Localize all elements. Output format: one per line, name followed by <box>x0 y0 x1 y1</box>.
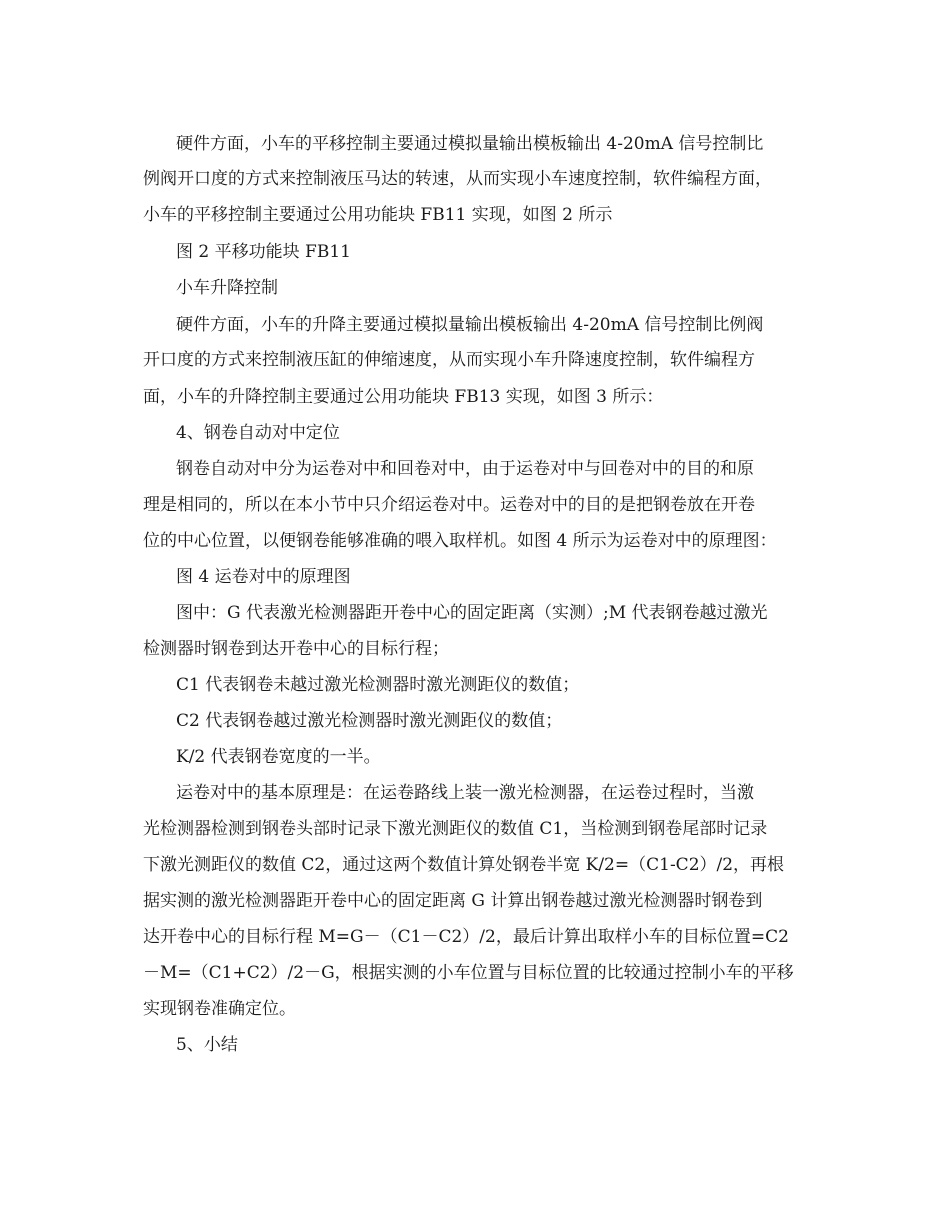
paragraph-line: 检测器时钢卷到达开卷中心的目标行程； <box>143 639 449 659</box>
paragraph-line: 理是相同的，所以在本小节中只介绍运卷对中。运卷对中的目的是把钢卷放在开卷 <box>143 495 755 515</box>
paragraph-line: K/2 代表钢卷宽度的一半。 <box>176 747 381 767</box>
paragraph-line: 钢卷自动对中分为运卷对中和回卷对中，由于运卷对中与回卷对中的目的和原 <box>176 459 754 479</box>
paragraph-line: C1 代表钢卷未越过激光检测器时激光测距仪的数值； <box>176 675 580 695</box>
figure-caption: 图 4 运卷对中的原理图 <box>176 567 351 587</box>
section-heading: 4、钢卷自动对中定位 <box>176 423 340 443</box>
paragraph-line: 运卷对中的基本原理是：在运卷路线上装一激光检测器，在运卷过程时，当激 <box>176 783 754 803</box>
paragraph-line: 实现钢卷准确定位。 <box>143 999 296 1019</box>
section-heading: 小车升降控制 <box>176 278 278 298</box>
figure-caption: 图 2 平移功能块 FB11 <box>176 242 351 262</box>
paragraph-line: 达开卷中心的目标行程 M=G－（C1－C2）/2，最后计算出取样小车的目标位置=C2 <box>143 927 789 947</box>
paragraph-line: 据实测的激光检测器距开卷中心的固定距离 G 计算出钢卷越过激光检测器时钢卷到 <box>143 891 763 911</box>
paragraph-line: 下激光测距仪的数值 C2，通过这两个数值计算处钢卷半宽 K/2=（C1-C2）/2，再根 <box>143 855 785 875</box>
section-heading: 5、小结 <box>176 1035 238 1055</box>
paragraph-line: 面，小车的升降控制主要通过公用功能块 FB13 实现，如图 3 所示： <box>143 387 664 407</box>
paragraph-line: 小车的平移控制主要通过公用功能块 FB11 实现，如图 2 所示 <box>143 205 613 225</box>
paragraph-line: 光检测器检测到钢卷头部时记录下激光测距仪的数值 C1，当检测到钢卷尾部时记录 <box>143 819 768 839</box>
paragraph-line: －M=（C1+C2）/2－G，根据实测的小车位置与目标位置的比较通过控制小车的平移 <box>143 963 794 983</box>
paragraph-line: 位的中心位置，以便钢卷能够准确的喂入取样机。如图 4 所示为运卷对中的原理图： <box>143 531 777 551</box>
paragraph-line: 开口度的方式来控制液压缸的伸缩速度，从而实现小车升降速度控制，软件编程方 <box>143 350 755 370</box>
paragraph-line: 例阀开口度的方式来控制液压马达的转速，从而实现小车速度控制，软件编程方面， <box>143 169 772 189</box>
paragraph-line: C2 代表钢卷越过激光检测器时激光测距仪的数值； <box>176 711 563 731</box>
paragraph-line: 图中：G 代表激光检测器距开卷中心的固定距离（实测）;M 代表钢卷越过激光 <box>176 603 768 623</box>
paragraph-line: 硬件方面，小车的平移控制主要通过模拟量输出模板输出 4-20mA 信号控制比 <box>176 134 764 154</box>
paragraph-line: 硬件方面，小车的升降主要通过模拟量输出模板输出 4-20mA 信号控制比例阀 <box>176 315 764 335</box>
